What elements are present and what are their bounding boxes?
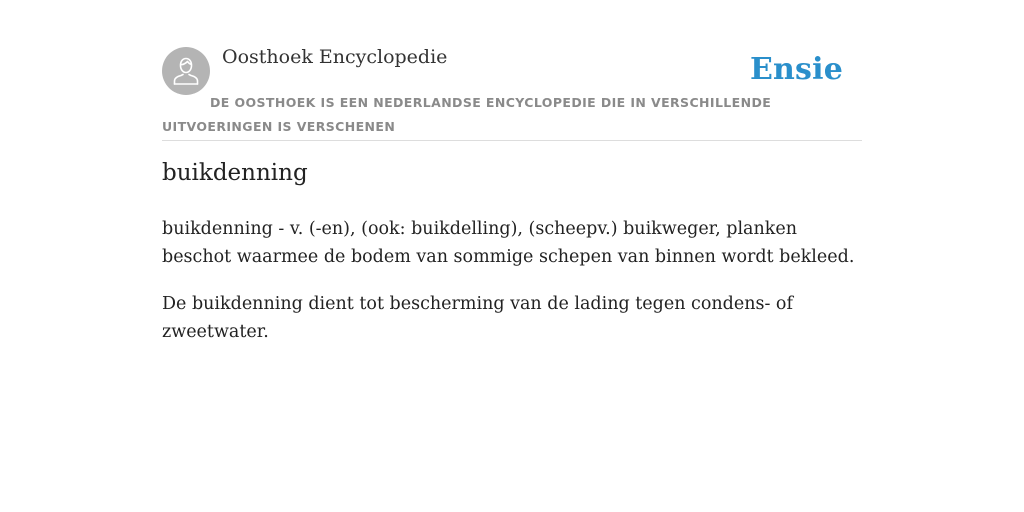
entry-title: buikdenning: [162, 160, 308, 186]
page-container: [162, 0, 862, 342]
author-description: DE OOSTHOEK IS EEN NEDERLANDSE ENCYCLOPEDIE DIE IN VERSCHILLENDE UITVOERINGEN IS VERSCHENEN: [162, 95, 772, 134]
entry-paragraph: buikdenning - v. (-en), (ook: buikdelling), (scheepv.) buikweger, planken beschot waarmee de bodem van sommige schepen van binnen wordt bekleed.: [162, 219, 855, 267]
entry-content: [162, 215, 862, 365]
ensie-logo-link[interactable]: Ensie: [749, 52, 843, 87]
entry-paragraph: De buikdenning dient tot bescherming van de lading tegen condens- of zweetwater.: [162, 294, 793, 342]
user-icon: [172, 56, 200, 86]
header: [162, 0, 862, 141]
author-name[interactable]: Oosthoek Encyclopedie: [222, 46, 448, 68]
avatar[interactable]: [162, 47, 210, 95]
